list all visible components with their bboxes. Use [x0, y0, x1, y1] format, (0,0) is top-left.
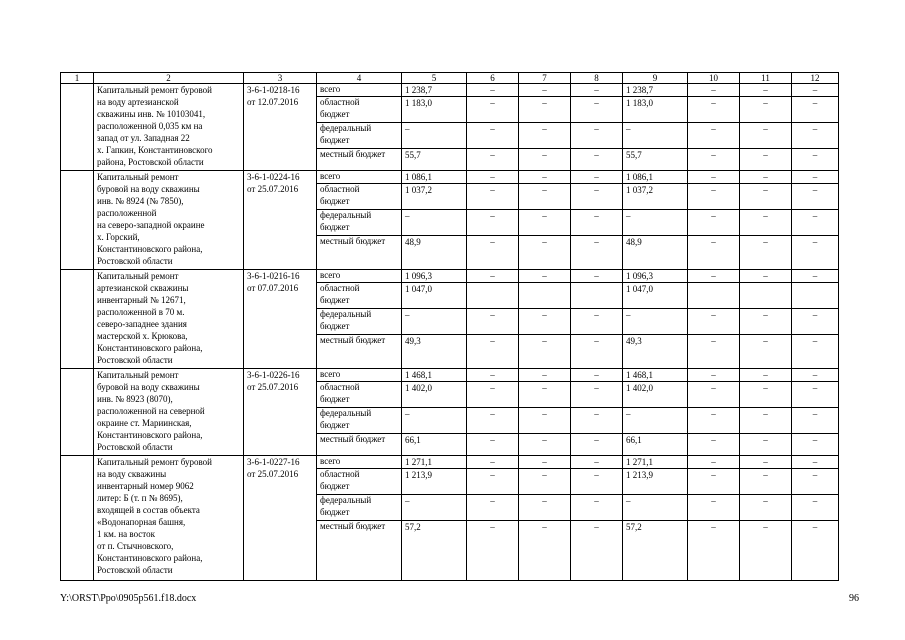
- value-col9-cell: 1 213,9: [623, 469, 688, 495]
- value-col7-cell: –: [519, 434, 571, 456]
- value-col10-cell: –: [688, 123, 740, 149]
- value-col10-cell: –: [688, 210, 740, 236]
- value-col7-cell: –: [519, 495, 571, 521]
- value-col6-cell: –: [467, 456, 519, 469]
- col-header-3: 3: [244, 73, 317, 84]
- value-col6-cell: –: [467, 84, 519, 97]
- registration-number-cell: 3-6-1-0226-16 от 25.07.2016: [244, 369, 317, 456]
- value-col6-cell: –: [467, 210, 519, 236]
- funding-source-cell: федеральный бюджет: [317, 495, 402, 521]
- value-col12-cell: –: [792, 309, 839, 335]
- value-col11-cell: –: [740, 456, 792, 469]
- value-col7-cell: –: [519, 521, 571, 581]
- registration-number-cell: 3-6-1-0224-16 от 25.07.2016: [244, 171, 317, 270]
- funding-source-cell: федеральный бюджет: [317, 123, 402, 149]
- table-row: [61, 369, 839, 382]
- registration-number-cell: 3-6-1-0218-16 от 12.07.2016: [244, 84, 317, 171]
- col-header-9: 9: [623, 73, 688, 84]
- funding-source-cell: областной бюджет: [317, 382, 402, 408]
- value-col8-cell: –: [571, 210, 623, 236]
- value-col11-cell: –: [740, 236, 792, 270]
- value-col7-cell: –: [519, 469, 571, 495]
- value-col7-cell: –: [519, 84, 571, 97]
- object-name-cell: Капитальный ремонт буровой на воду артезианской скважины инв. № 10103041, расположенной 0,035 км на запад от ул. Западная 22 х. Гапкин, Константиновского района, Ростовской области: [94, 84, 244, 171]
- col-header-4: 4: [317, 73, 402, 84]
- value-col10-cell: –: [688, 97, 740, 123]
- value-col6-cell: –: [467, 171, 519, 184]
- value-col5-cell: 57,2: [402, 521, 467, 581]
- value-col12-cell: –: [792, 184, 839, 210]
- value-col11-cell: –: [740, 521, 792, 581]
- value-col5-cell: 48,9: [402, 236, 467, 270]
- value-col10-cell: –: [688, 495, 740, 521]
- row-index-cell: [61, 456, 94, 581]
- funding-source-cell: местный бюджет: [317, 521, 402, 581]
- value-col8-cell: –: [571, 309, 623, 335]
- value-col5-cell: 1 468,1: [402, 369, 467, 382]
- value-col9-cell: 57,2: [623, 521, 688, 581]
- budget-table: [60, 72, 839, 581]
- value-col11-cell: –: [740, 382, 792, 408]
- value-col7-cell: –: [519, 456, 571, 469]
- value-col8-cell: [571, 283, 623, 309]
- value-col7-cell: –: [519, 123, 571, 149]
- value-col6-cell: [467, 283, 519, 309]
- row-index-cell: [61, 171, 94, 270]
- value-col7-cell: –: [519, 309, 571, 335]
- value-col6-cell: –: [467, 382, 519, 408]
- value-col7-cell: –: [519, 382, 571, 408]
- value-col8-cell: –: [571, 369, 623, 382]
- funding-source-cell: местный бюджет: [317, 236, 402, 270]
- value-col10-cell: –: [688, 335, 740, 369]
- value-col5-cell: 55,7: [402, 149, 467, 171]
- col-header-2: 2: [94, 73, 244, 84]
- object-name-cell: Капитальный ремонт буровой на воду скважины инв. № 8923 (8070), расположенной на северной окраине ст. Мариинская, Константиновского района, Ростовской области: [94, 369, 244, 456]
- value-col5-cell: –: [402, 495, 467, 521]
- funding-source-cell: местный бюджет: [317, 149, 402, 171]
- value-col9-cell: –: [623, 309, 688, 335]
- value-col12-cell: –: [792, 521, 839, 581]
- value-col11-cell: –: [740, 149, 792, 171]
- value-col8-cell: –: [571, 521, 623, 581]
- funding-source-cell: всего: [317, 270, 402, 283]
- col-header-5: 5: [402, 73, 467, 84]
- value-col6-cell: –: [467, 495, 519, 521]
- funding-source-cell: всего: [317, 171, 402, 184]
- value-col5-cell: –: [402, 309, 467, 335]
- value-col5-cell: –: [402, 210, 467, 236]
- value-col10-cell: –: [688, 456, 740, 469]
- funding-source-cell: всего: [317, 84, 402, 97]
- value-col6-cell: –: [467, 97, 519, 123]
- value-col5-cell: 1 047,0: [402, 283, 467, 309]
- value-col11-cell: –: [740, 84, 792, 97]
- value-col6-cell: –: [467, 369, 519, 382]
- value-col10-cell: –: [688, 84, 740, 97]
- value-col5-cell: 1 037,2: [402, 184, 467, 210]
- col-header-1: 1: [61, 73, 94, 84]
- value-col9-cell: 1 238,7: [623, 84, 688, 97]
- value-col9-cell: –: [623, 210, 688, 236]
- value-col6-cell: –: [467, 408, 519, 434]
- funding-source-cell: областной бюджет: [317, 469, 402, 495]
- value-col6-cell: –: [467, 335, 519, 369]
- value-col6-cell: –: [467, 434, 519, 456]
- value-col11-cell: –: [740, 335, 792, 369]
- value-col5-cell: 1 096,3: [402, 270, 467, 283]
- value-col6-cell: –: [467, 270, 519, 283]
- footer-file-path: Y:\ORST\Ppo\0905p561.f18.docx: [60, 593, 197, 604]
- value-col8-cell: –: [571, 495, 623, 521]
- value-col7-cell: –: [519, 171, 571, 184]
- value-col8-cell: –: [571, 335, 623, 369]
- value-col9-cell: 1 037,2: [623, 184, 688, 210]
- value-col11-cell: [740, 283, 792, 309]
- object-name-cell: Капитальный ремонт артезианской скважины инвентарный № 12671, расположенной в 70 м. северо-западнее здания мастерской х. Крюкова, Константиновского района, Ростовской области: [94, 270, 244, 369]
- value-col11-cell: –: [740, 434, 792, 456]
- value-col10-cell: –: [688, 408, 740, 434]
- value-col10-cell: –: [688, 369, 740, 382]
- value-col8-cell: –: [571, 236, 623, 270]
- funding-source-cell: всего: [317, 369, 402, 382]
- value-col8-cell: –: [571, 434, 623, 456]
- value-col12-cell: –: [792, 236, 839, 270]
- value-col12-cell: –: [792, 495, 839, 521]
- value-col10-cell: –: [688, 270, 740, 283]
- value-col12-cell: –: [792, 84, 839, 97]
- value-col6-cell: –: [467, 469, 519, 495]
- value-col5-cell: 1 271,1: [402, 456, 467, 469]
- table-row: [61, 171, 839, 184]
- funding-source-cell: всего: [317, 456, 402, 469]
- value-col12-cell: –: [792, 335, 839, 369]
- value-col11-cell: –: [740, 171, 792, 184]
- value-col5-cell: 1 213,9: [402, 469, 467, 495]
- registration-number-cell: 3-6-1-0227-16 от 25.07.2016: [244, 456, 317, 581]
- col-header-8: 8: [571, 73, 623, 84]
- value-col9-cell: 66,1: [623, 434, 688, 456]
- value-col11-cell: –: [740, 469, 792, 495]
- value-col8-cell: –: [571, 97, 623, 123]
- funding-source-cell: местный бюджет: [317, 434, 402, 456]
- value-col11-cell: –: [740, 210, 792, 236]
- value-col7-cell: [519, 283, 571, 309]
- value-col12-cell: –: [792, 270, 839, 283]
- value-col8-cell: –: [571, 149, 623, 171]
- value-col9-cell: 55,7: [623, 149, 688, 171]
- value-col9-cell: 1 271,1: [623, 456, 688, 469]
- funding-source-cell: федеральный бюджет: [317, 309, 402, 335]
- value-col10-cell: –: [688, 469, 740, 495]
- value-col9-cell: 1 047,0: [623, 283, 688, 309]
- value-col11-cell: –: [740, 97, 792, 123]
- value-col12-cell: –: [792, 97, 839, 123]
- value-col5-cell: 66,1: [402, 434, 467, 456]
- value-col10-cell: –: [688, 171, 740, 184]
- funding-source-cell: федеральный бюджет: [317, 210, 402, 236]
- value-col6-cell: –: [467, 184, 519, 210]
- value-col7-cell: –: [519, 210, 571, 236]
- value-col7-cell: –: [519, 236, 571, 270]
- value-col12-cell: –: [792, 382, 839, 408]
- value-col12-cell: –: [792, 123, 839, 149]
- value-col6-cell: –: [467, 309, 519, 335]
- value-col6-cell: –: [467, 123, 519, 149]
- value-col9-cell: –: [623, 123, 688, 149]
- value-col8-cell: –: [571, 408, 623, 434]
- value-col9-cell: –: [623, 408, 688, 434]
- value-col12-cell: –: [792, 149, 839, 171]
- value-col5-cell: –: [402, 408, 467, 434]
- value-col9-cell: 48,9: [623, 236, 688, 270]
- table-row: [61, 84, 839, 97]
- header-row: [61, 73, 839, 84]
- value-col5-cell: 1 238,7: [402, 84, 467, 97]
- object-name-cell: Капитальный ремонт буровой на воду скважины инв. № 8924 (№ 7850), расположенной на северо-западной окраине х. Горский, Константиновского района, Ростовской области: [94, 171, 244, 270]
- value-col7-cell: –: [519, 270, 571, 283]
- value-col5-cell: 1 183,0: [402, 97, 467, 123]
- value-col10-cell: –: [688, 236, 740, 270]
- value-col11-cell: –: [740, 270, 792, 283]
- value-col9-cell: 49,3: [623, 335, 688, 369]
- value-col5-cell: –: [402, 123, 467, 149]
- value-col7-cell: –: [519, 149, 571, 171]
- value-col8-cell: –: [571, 270, 623, 283]
- col-header-10: 10: [688, 73, 740, 84]
- value-col9-cell: –: [623, 495, 688, 521]
- value-col9-cell: 1 086,1: [623, 171, 688, 184]
- value-col10-cell: –: [688, 434, 740, 456]
- row-index-cell: [61, 84, 94, 171]
- value-col9-cell: 1 402,0: [623, 382, 688, 408]
- value-col7-cell: –: [519, 184, 571, 210]
- value-col10-cell: –: [688, 149, 740, 171]
- value-col11-cell: –: [740, 408, 792, 434]
- value-col11-cell: –: [740, 309, 792, 335]
- value-col8-cell: –: [571, 469, 623, 495]
- value-col12-cell: –: [792, 171, 839, 184]
- table-row: [61, 456, 839, 469]
- value-col8-cell: –: [571, 184, 623, 210]
- col-header-6: 6: [467, 73, 519, 84]
- table-body: [61, 84, 839, 581]
- row-index-cell: [61, 369, 94, 456]
- value-col5-cell: 1 402,0: [402, 382, 467, 408]
- value-col6-cell: –: [467, 521, 519, 581]
- value-col9-cell: 1 183,0: [623, 97, 688, 123]
- page-number: 96: [849, 593, 859, 604]
- value-col12-cell: –: [792, 434, 839, 456]
- value-col8-cell: –: [571, 382, 623, 408]
- value-col9-cell: 1 468,1: [623, 369, 688, 382]
- funding-source-cell: областной бюджет: [317, 283, 402, 309]
- value-col10-cell: –: [688, 184, 740, 210]
- value-col7-cell: –: [519, 369, 571, 382]
- value-col12-cell: –: [792, 210, 839, 236]
- value-col11-cell: –: [740, 184, 792, 210]
- value-col5-cell: 1 086,1: [402, 171, 467, 184]
- value-col8-cell: –: [571, 123, 623, 149]
- value-col10-cell: –: [688, 382, 740, 408]
- value-col9-cell: 1 096,3: [623, 270, 688, 283]
- value-col8-cell: –: [571, 84, 623, 97]
- value-col10-cell: [688, 283, 740, 309]
- col-header-7: 7: [519, 73, 571, 84]
- value-col6-cell: –: [467, 236, 519, 270]
- value-col12-cell: –: [792, 369, 839, 382]
- value-col11-cell: –: [740, 123, 792, 149]
- value-col7-cell: –: [519, 97, 571, 123]
- value-col10-cell: –: [688, 521, 740, 581]
- table-row: [61, 270, 839, 283]
- object-name-cell: Капитальный ремонт буровой на воду скважины инвентарный номер 9062 литер: Б (т. п № 8695), входящей в состав объекта «Водонапорная башня, 1 км. на восток от п. Стычновского, Константиновского района, Ростовской области: [94, 456, 244, 581]
- value-col12-cell: –: [792, 456, 839, 469]
- value-col12-cell: [792, 283, 839, 309]
- value-col11-cell: –: [740, 369, 792, 382]
- col-header-11: 11: [740, 73, 792, 84]
- value-col8-cell: –: [571, 171, 623, 184]
- value-col12-cell: –: [792, 469, 839, 495]
- registration-number-cell: 3-6-1-0216-16 от 07.07.2016: [244, 270, 317, 369]
- value-col6-cell: –: [467, 149, 519, 171]
- row-index-cell: [61, 270, 94, 369]
- value-col5-cell: 49,3: [402, 335, 467, 369]
- funding-source-cell: местный бюджет: [317, 335, 402, 369]
- funding-source-cell: областной бюджет: [317, 184, 402, 210]
- value-col12-cell: –: [792, 408, 839, 434]
- value-col8-cell: –: [571, 456, 623, 469]
- value-col7-cell: –: [519, 335, 571, 369]
- funding-source-cell: областной бюджет: [317, 97, 402, 123]
- col-header-12: 12: [792, 73, 839, 84]
- value-col7-cell: –: [519, 408, 571, 434]
- value-col11-cell: –: [740, 495, 792, 521]
- funding-source-cell: федеральный бюджет: [317, 408, 402, 434]
- value-col10-cell: –: [688, 309, 740, 335]
